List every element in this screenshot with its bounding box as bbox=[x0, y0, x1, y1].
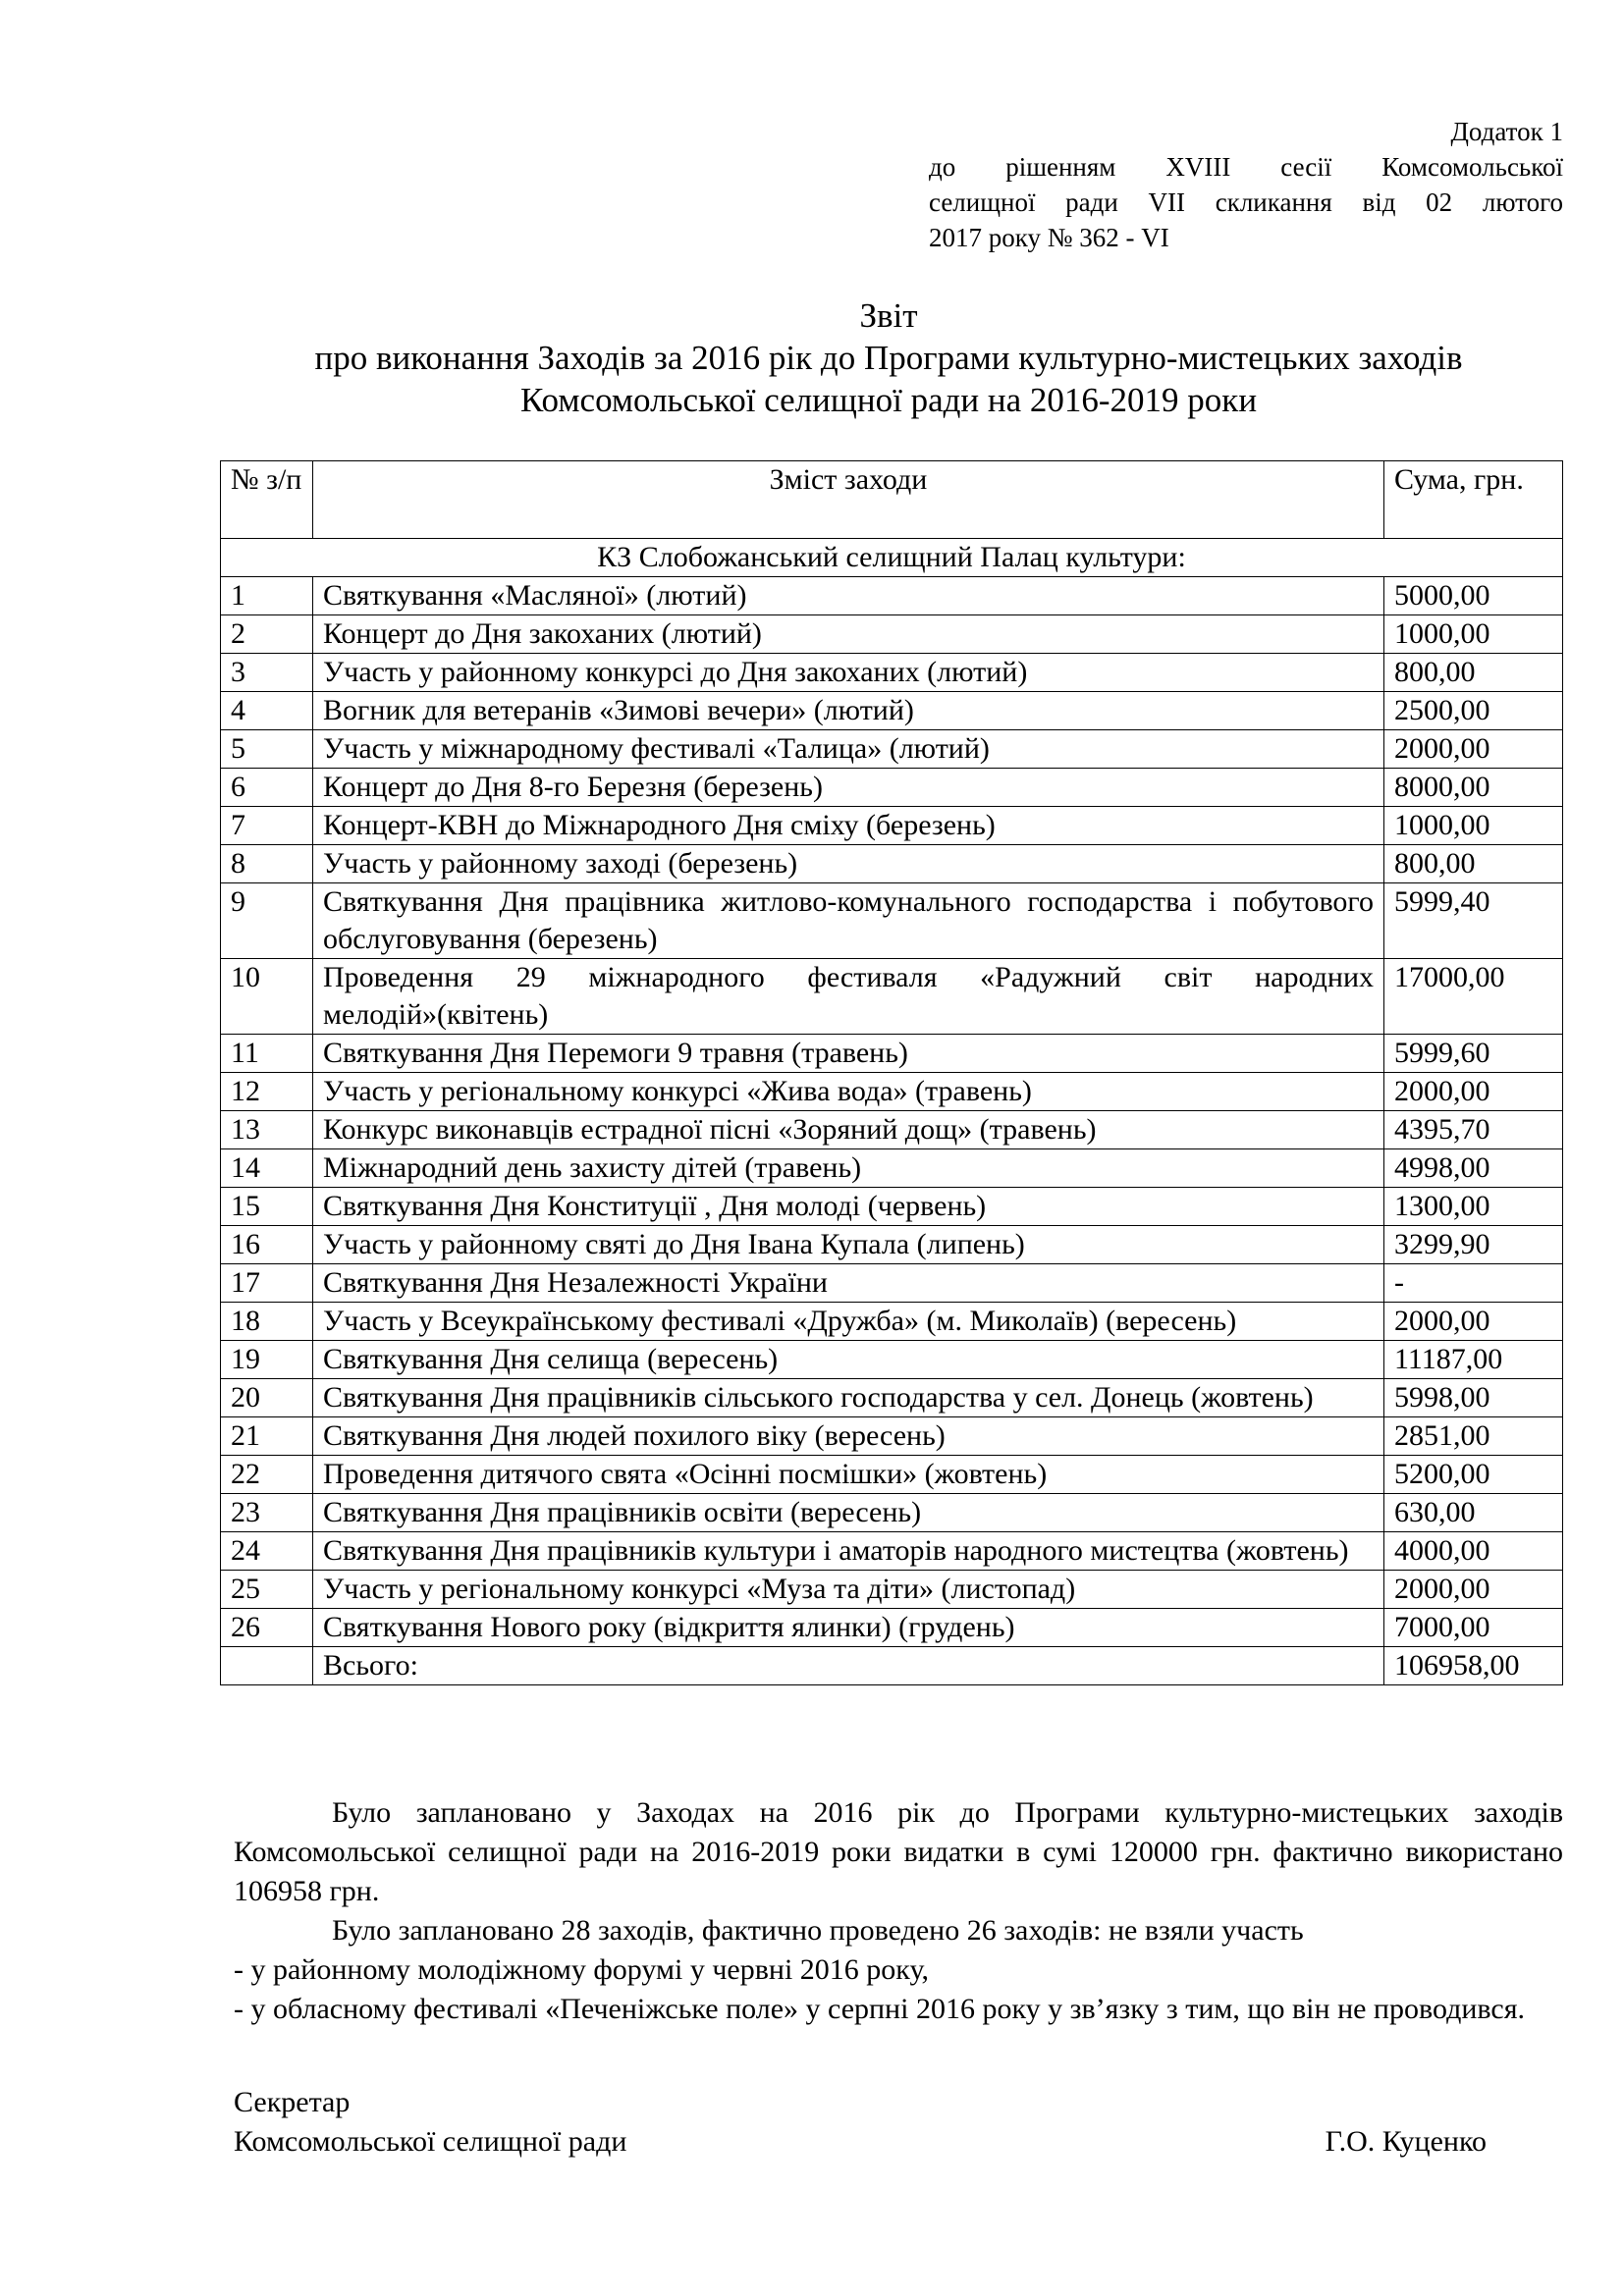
table-row bbox=[221, 1035, 1563, 1073]
row-sum: 4000,00 bbox=[1384, 1532, 1563, 1571]
row-description: Проведення 29 міжнародного фестиваля «Радужний світ народних мелодій»(квітень) bbox=[313, 959, 1384, 1035]
table-row bbox=[221, 1264, 1563, 1303]
row-sum: 5000,00 bbox=[1384, 577, 1563, 615]
table-row bbox=[221, 654, 1563, 692]
total-number-cell bbox=[221, 1647, 313, 1685]
row-number: 11 bbox=[221, 1035, 313, 1073]
row-number: 14 bbox=[221, 1149, 313, 1188]
section-row bbox=[221, 539, 1563, 577]
row-description: Конкурс виконавців естрадної пісні «Зоряний дощ» (травень) bbox=[313, 1111, 1384, 1149]
row-sum: 1300,00 bbox=[1384, 1188, 1563, 1226]
table-row bbox=[221, 577, 1563, 615]
addendum-line: до рішенням XVIII сесії Комсомольської bbox=[929, 152, 1563, 182]
row-number: 23 bbox=[221, 1494, 313, 1532]
table-row bbox=[221, 1188, 1563, 1226]
row-sum: 800,00 bbox=[1384, 654, 1563, 692]
table-row bbox=[221, 1073, 1563, 1111]
row-sum: 3299,90 bbox=[1384, 1226, 1563, 1264]
row-sum: 5999,40 bbox=[1384, 883, 1563, 959]
row-number: 12 bbox=[221, 1073, 313, 1111]
row-number: 2 bbox=[221, 615, 313, 654]
row-sum: 8000,00 bbox=[1384, 769, 1563, 807]
row-sum: 630,00 bbox=[1384, 1494, 1563, 1532]
heading-subtitle: про виконання Заходів за 2016 рік до Програми культурно-мистецьких заходів bbox=[314, 339, 1463, 377]
row-number: 22 bbox=[221, 1456, 313, 1494]
report-table bbox=[220, 460, 1563, 1685]
heading-title: Звіт bbox=[859, 296, 918, 335]
table-row bbox=[221, 730, 1563, 769]
table-row bbox=[221, 769, 1563, 807]
report-heading bbox=[216, 294, 1561, 421]
header-number: № з/п bbox=[221, 461, 313, 539]
row-number: 20 bbox=[221, 1379, 313, 1417]
table-row bbox=[221, 1149, 1563, 1188]
table-row bbox=[221, 807, 1563, 845]
table-row bbox=[221, 615, 1563, 654]
table-row bbox=[221, 883, 1563, 959]
table-row bbox=[221, 1379, 1563, 1417]
table-row bbox=[221, 1226, 1563, 1264]
row-number: 13 bbox=[221, 1111, 313, 1149]
row-description: Участь у регіональному конкурсі «Жива вода» (травень) bbox=[313, 1073, 1384, 1111]
row-sum: 2000,00 bbox=[1384, 730, 1563, 769]
row-sum: 11187,00 bbox=[1384, 1341, 1563, 1379]
row-number: 5 bbox=[221, 730, 313, 769]
row-number: 3 bbox=[221, 654, 313, 692]
row-description: Святкування Дня Незалежності України bbox=[313, 1264, 1384, 1303]
row-sum: 2000,00 bbox=[1384, 1571, 1563, 1609]
row-sum: 5999,60 bbox=[1384, 1035, 1563, 1073]
signature-org: Комсомольської селищної ради bbox=[234, 2125, 627, 2158]
row-description: Святкування Дня працівника житлово-комунального господарства і побутового обслуговування (березень) bbox=[313, 883, 1384, 959]
row-number: 8 bbox=[221, 845, 313, 883]
row-sum: 1000,00 bbox=[1384, 615, 1563, 654]
row-description: Участь у міжнародному фестивалі «Талица» (лютий) bbox=[313, 730, 1384, 769]
row-sum: 2851,00 bbox=[1384, 1417, 1563, 1456]
table-row bbox=[221, 1494, 1563, 1532]
row-sum: 17000,00 bbox=[1384, 959, 1563, 1035]
addendum-line: 2017 року № 362 - VI bbox=[929, 223, 1169, 252]
row-sum: 2500,00 bbox=[1384, 692, 1563, 730]
row-description: Участь у районному святі до Дня Івана Купала (липень) bbox=[313, 1226, 1384, 1264]
row-sum: 2000,00 bbox=[1384, 1073, 1563, 1111]
row-sum: 4395,70 bbox=[1384, 1111, 1563, 1149]
row-number: 19 bbox=[221, 1341, 313, 1379]
addendum-block bbox=[929, 114, 1563, 255]
row-description: Участь у районному заході (березень) bbox=[313, 845, 1384, 883]
row-sum: 1000,00 bbox=[1384, 807, 1563, 845]
row-description: Святкування Дня працівників освіти (вересень) bbox=[313, 1494, 1384, 1532]
row-number: 26 bbox=[221, 1609, 313, 1647]
row-sum: 800,00 bbox=[1384, 845, 1563, 883]
table-row bbox=[221, 692, 1563, 730]
row-description: Участь у районному конкурсі до Дня закоханих (лютий) bbox=[313, 654, 1384, 692]
total-label: Всього: bbox=[313, 1647, 1384, 1685]
row-description: Святкування «Масляної» (лютий) bbox=[313, 577, 1384, 615]
table-row bbox=[221, 1456, 1563, 1494]
header-sum: Сума, грн. bbox=[1384, 461, 1563, 539]
row-description: Концерт до Дня закоханих (лютий) bbox=[313, 615, 1384, 654]
row-number: 21 bbox=[221, 1417, 313, 1456]
row-description: Святкування Дня людей похилого віку (вересень) bbox=[313, 1417, 1384, 1456]
total-sum: 106958,00 bbox=[1384, 1647, 1563, 1685]
row-description: Участь у Всеукраїнському фестивалі «Дружба» (м. Миколаїв) (вересень) bbox=[313, 1303, 1384, 1341]
table-row bbox=[221, 1341, 1563, 1379]
table-row bbox=[221, 1571, 1563, 1609]
row-description: Міжнародний день захисту дітей (травень) bbox=[313, 1149, 1384, 1188]
table-row bbox=[221, 845, 1563, 883]
row-number: 16 bbox=[221, 1226, 313, 1264]
row-description: Святкування Дня працівників культури і аматорів народного мистецтва (жовтень) bbox=[313, 1532, 1384, 1571]
row-description: Концерт до Дня 8-го Березня (березень) bbox=[313, 769, 1384, 807]
row-description: Святкування Нового року (відкриття ялинки) (грудень) bbox=[313, 1609, 1384, 1647]
table-row bbox=[221, 1417, 1563, 1456]
row-number: 15 bbox=[221, 1188, 313, 1226]
note-list-item: - у обласному фестивалі «Печеніжське поле» у серпні 2016 року у зв’язку з тим, що він не проводився. bbox=[234, 1993, 1526, 2025]
row-sum: 5998,00 bbox=[1384, 1379, 1563, 1417]
header-content: Зміст заходи bbox=[313, 461, 1384, 539]
row-number: 7 bbox=[221, 807, 313, 845]
table-row bbox=[221, 1532, 1563, 1571]
row-description: Святкування Дня працівників сільського господарства у сел. Донець (жовтень) bbox=[313, 1379, 1384, 1417]
signature-block bbox=[234, 2083, 1487, 2162]
row-sum: 2000,00 bbox=[1384, 1303, 1563, 1341]
row-number: 1 bbox=[221, 577, 313, 615]
row-description: Святкування Дня Перемоги 9 травня (травень) bbox=[313, 1035, 1384, 1073]
row-description: Святкування Дня Конституції , Дня молоді (червень) bbox=[313, 1188, 1384, 1226]
addendum-line: селищної ради VII скликання від 02 лютого bbox=[929, 187, 1563, 217]
row-sum: - bbox=[1384, 1264, 1563, 1303]
row-number: 25 bbox=[221, 1571, 313, 1609]
note-paragraph: Було заплановано у Заходах на 2016 рік до Програми культурно-мистецьких заходів Комсомольської селищної ради на 2016-2019 роки видатки в сумі 120000 грн. фактично використано 106958 грн. bbox=[234, 1796, 1563, 1907]
row-description: Участь у регіональному конкурсі «Муза та діти» (листопад) bbox=[313, 1571, 1384, 1609]
row-number: 9 bbox=[221, 883, 313, 959]
addendum-title: Додаток 1 bbox=[1450, 117, 1563, 146]
row-description: Вогник для ветеранів «Зимові вечери» (лютий) bbox=[313, 692, 1384, 730]
table-row bbox=[221, 1303, 1563, 1341]
table-row bbox=[221, 1609, 1563, 1647]
table-row bbox=[221, 959, 1563, 1035]
row-sum: 5200,00 bbox=[1384, 1456, 1563, 1494]
table-header-row bbox=[221, 461, 1563, 539]
row-sum: 7000,00 bbox=[1384, 1609, 1563, 1647]
table-row bbox=[221, 1111, 1563, 1149]
row-number: 6 bbox=[221, 769, 313, 807]
row-sum: 4998,00 bbox=[1384, 1149, 1563, 1188]
row-number: 10 bbox=[221, 959, 313, 1035]
row-description: Концерт-КВН до Міжнародного Дня сміху (березень) bbox=[313, 807, 1384, 845]
total-row bbox=[221, 1647, 1563, 1685]
section-title: КЗ Слобожанський селищний Палац культури: bbox=[221, 539, 1563, 577]
row-number: 4 bbox=[221, 692, 313, 730]
signature-title: Секретар bbox=[234, 2086, 351, 2118]
row-description: Святкування Дня селища (вересень) bbox=[313, 1341, 1384, 1379]
row-number: 24 bbox=[221, 1532, 313, 1571]
signature-name: Г.О. Куценко bbox=[1325, 2125, 1487, 2158]
row-number: 18 bbox=[221, 1303, 313, 1341]
notes-block bbox=[234, 1793, 1563, 2029]
row-description: Проведення дитячого свята «Осінні посмішки» (жовтень) bbox=[313, 1456, 1384, 1494]
note-paragraph: Було заплановано 28 заходів, фактично проведено 26 заходів: не взяли участь bbox=[332, 1914, 1304, 1947]
note-list-item: - у районному молодіжному форумі у червні 2016 року, bbox=[234, 1953, 929, 1986]
heading-subtitle: Комсомольської селищної ради на 2016-2019 роки bbox=[519, 381, 1258, 419]
row-number: 17 bbox=[221, 1264, 313, 1303]
